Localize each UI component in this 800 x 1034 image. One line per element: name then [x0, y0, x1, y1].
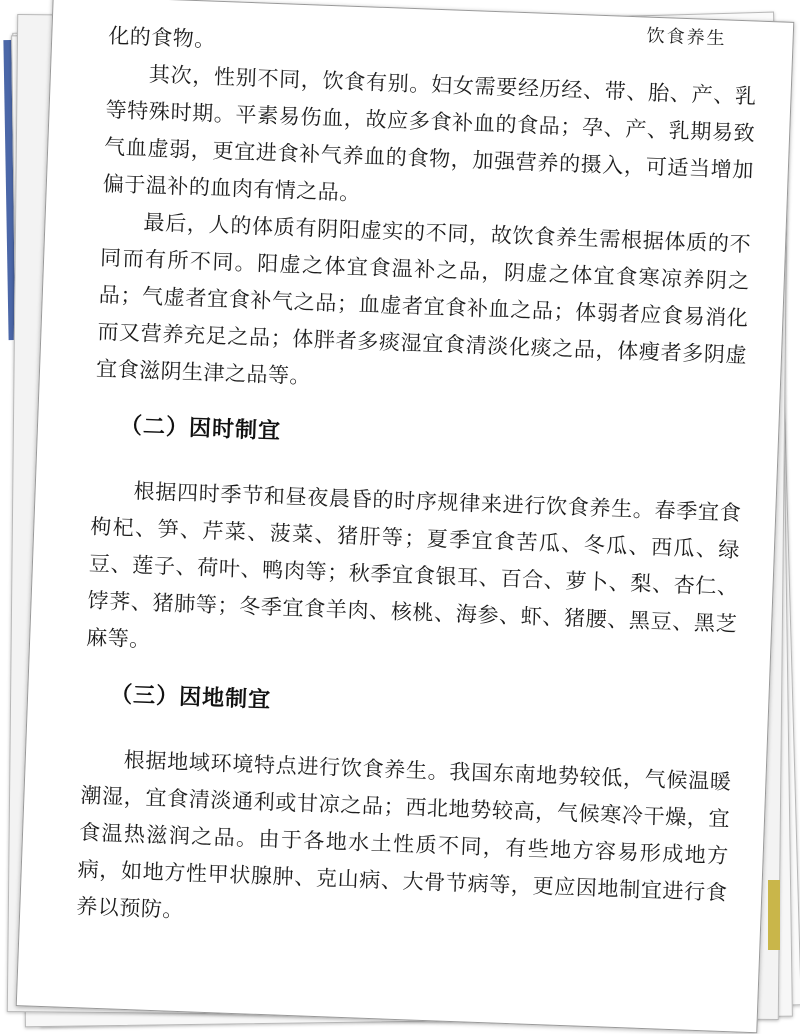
cover-edge — [768, 880, 780, 950]
section-heading-time: （二）因时制宜 — [119, 413, 282, 445]
paragraph-constitution: 最后，人的体质有阴阳虚实的不同，故饮食养生需根据体质的不同而有所不同。阳虚之体宜食温补之品，阴虚之体宜食寒凉养阴之品；气虚者宜食补气之品；血虚者宜食补血之品；体弱者应食易消化而又营养充足之品；体胖者多痰湿宜食清淡化痰之品，体瘦者多阴虚宜食滋阴生津之品等。 — [95, 210, 752, 389]
running-header: 饮食养生 — [646, 25, 728, 50]
document-page — [16, 0, 795, 1033]
paragraph-gender: 其次，性别不同，饮食有别。妇女需要经历经、带、胎、产、乳等特殊时期。平素易伤血，故应多食补血的食品；孕、产、乳期易致气血虚弱，更宜进食补气养血的食物，加强营养的摄入，可适当增加偏于温补的血肉有情之品。 — [102, 62, 757, 206]
paragraph-region: 根据地域环境特点进行饮食养生。我国东南地势较低，气候温暖潮湿，宜食清淡通利或甘凉之品；西北地势较高，气候寒冷干燥，宜食温热滋润之品。由于各地水土性质不同，有些地方容易形成地方病，如地方性甲状腺肿、克山病、大骨节病等，更应因地制宜进行食养以预防。 — [75, 747, 732, 923]
page-content — [76, 18, 759, 949]
paragraph-continued: 化的食物。 — [107, 23, 217, 52]
section-heading-place: （三）因地制宜 — [109, 682, 272, 714]
paragraph-season: 根据四时季节和昼夜晨昏的时序规律来进行饮食养生。春季宜食枸杞、笋、芹菜、菠菜、猪肝等；夏季宜食苦瓜、冬瓜、西瓜、绿豆、莲子、荷叶、鸭肉等；秋季宜食银耳、百合、萝卜、梨、杏仁、饽荠、猪肺等；冬季宜食羊肉、核桃、海参、虾、猪腰、黑豆、黑芝麻等。 — [85, 479, 742, 652]
